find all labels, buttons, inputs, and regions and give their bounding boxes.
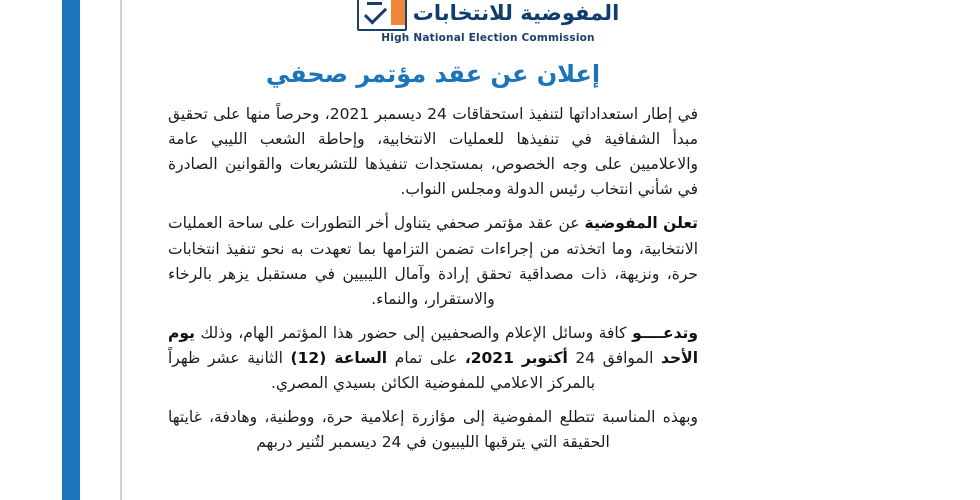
body-text: على تمام [387, 348, 465, 367]
emphasis-text: تعلن المفوضية [584, 214, 698, 233]
document-body [168, 48, 698, 464]
ballot-box-check-icon [357, 0, 407, 31]
body-paragraph [168, 405, 698, 455]
page-title: إعلان عن عقد مؤتمر صحفي [265, 60, 601, 88]
page-accent-bar [62, 0, 80, 500]
body-text: في إطار استعداداتها لتنفيذ استحقاقات 24 ديسمبر 2021، وحرصاً منها على تحقيق مبدأ الشفافية في تنفيذها للعمليات الانتخابية، وإحاطة الشعب الليبي عامة والاعلاميين على وجه الخصوص، بمستجدات تنفيذها للتشريعات والقوانين الصادرة في شأني انتخاب رئيس الدولة ومجلس النواب. [168, 105, 699, 199]
logo-orange-block [391, 0, 405, 25]
organization-logo [352, 0, 624, 44]
document-header [0, 0, 980, 48]
body-paragraph [168, 102, 698, 202]
page-left-margin [0, 0, 30, 500]
body-text: وبهذه المناسبة تتطلع المفوضية إلى مؤازرة إعلامية حرة، ووطنية، وهادفة، غايتها الحقيقة التي يترقبها الليبيون في 24 ديسمبر لتُنير دربهم [168, 408, 698, 452]
logo-row [357, 0, 620, 30]
emphasis-text: الساعة (12) [290, 348, 388, 367]
body-text: الموافق 24 [567, 348, 662, 367]
body-text: الثانية عشر ظهراً بالمركز الاعلامي للمفوضية الكائن بسيدي المصري. [168, 348, 596, 393]
body-paragraph [168, 211, 698, 311]
page-divider-rule [120, 0, 122, 500]
emphasis-text: يوم الأحد [168, 323, 699, 367]
body-paragraph [168, 321, 698, 396]
logo-arabic-text: المفوضية للانتخابات [412, 1, 620, 25]
emphasis-text: أكتوبر 2021، [464, 348, 568, 367]
body-text: عن عقد مؤتمر صحفي يتناول أخر التطورات على ساحة العمليات الانتخابية، وما اتخذته من إجراءات تضمن التزامها بما تعهدت به نحو تنفيذ انتخابات حرة، ونزيهة، ذات مصداقية تحقق إرادة وآمال الليبيين في مستقبل يزهر بالرخاء والاستقرار، والنماء. [168, 214, 698, 308]
body-text: كافة وسائل الإعلام والصحفيين إلى حضور هذا المؤتمر الهام، وذلك [194, 323, 633, 342]
emphasis-text: وتدعــــو [632, 323, 698, 342]
logo-english-text: High National Election Commission [381, 32, 595, 44]
paragraph-list [168, 102, 698, 455]
